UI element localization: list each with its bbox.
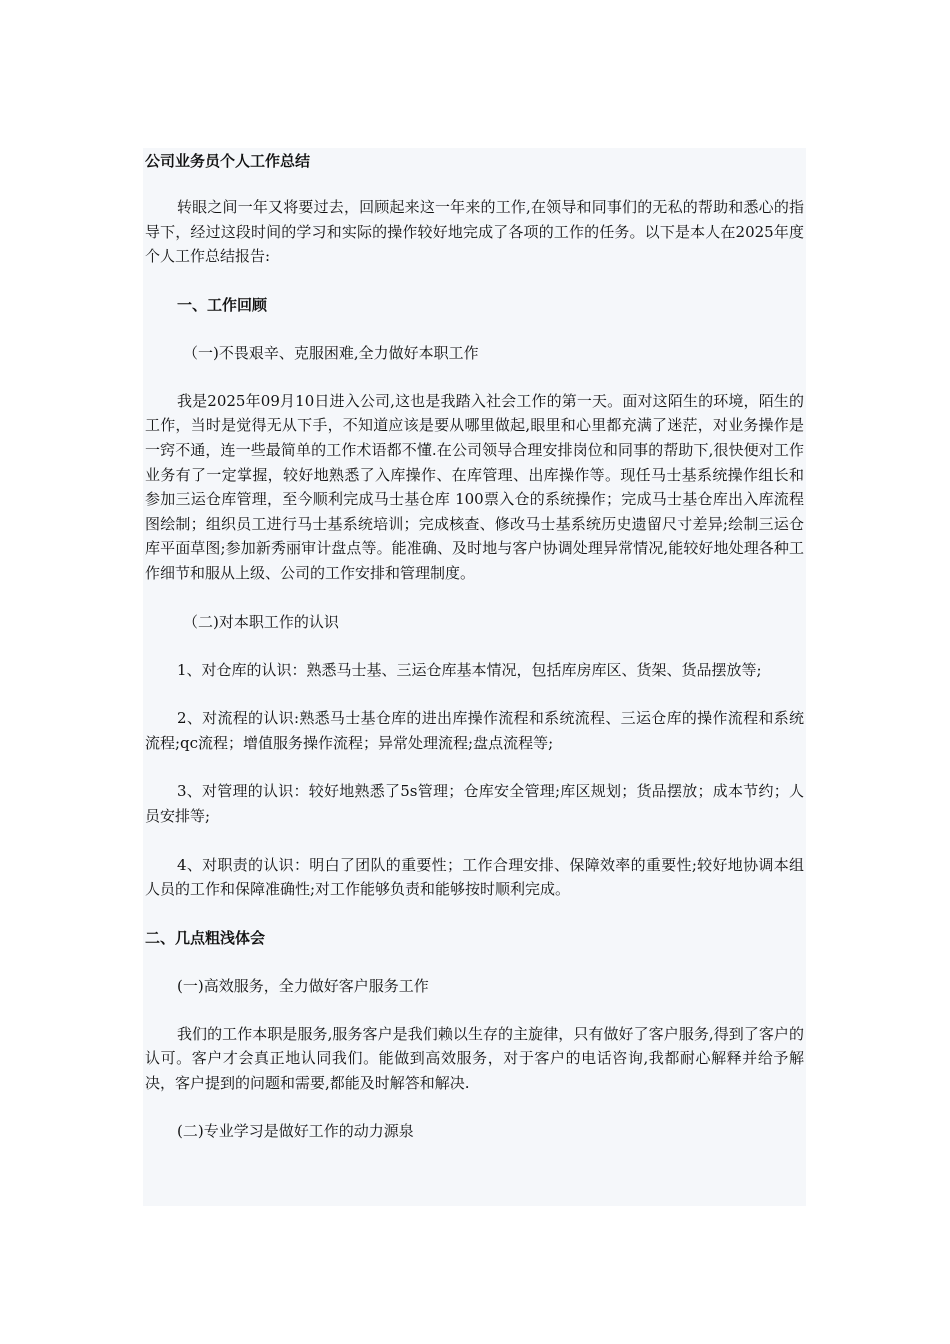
list-item-duty: 4、对职责的认识：明白了团队的重要性；工作合理安排、保障效率的重要性;较好地协调本组人员的工作和保障准确性;对工作能够负责和能够按时顺利完成。: [145, 855, 804, 899]
section-heading-insights: 二、几点粗浅体会: [145, 928, 266, 947]
document-title: 公司业务员个人工作总结: [145, 152, 311, 170]
subheading-1-1: （一)不畏艰辛、克服困难,全力做好本职工作: [183, 343, 479, 362]
document-body: [143, 148, 806, 1206]
paragraph-work-review: 我是2025年09月10日进入公司,这也是我踏入社会工作的第一天。面对这陌生的环境，陌生的工作，当时是觉得无从下手，不知道应该是要从哪里做起,眼里和心里都充满了迷茫，对业务操作是一窍不通，连一些最简单的工作术语都不懂.在公司领导合理安排岗位和同事的帮助下,很快便对工作业务有了一定掌握，较好地熟悉了入库操作、在库管理、出库操作等。现任马士基系统操作组长和参加三运仓库管理，至今顺利完成马士基仓库 100票入仓的系统操作；完成马士基仓库出入库流程图绘制；组织员工进行马士基系统培训；完成核查、修改马士基系统历史遗留尺寸差异;绘制三运仓库平面草图;参加新秀丽审计盘点等。能准确、及时地与客户协调处理异常情况,能较好地处理各种工作细节和服从上级、公司的工作安排和管理制度。: [145, 391, 804, 582]
intro-paragraph: 转眼之间一年又将要过去，回顾起来这一年来的工作,在领导和同事们的无私的帮助和悉心的指导下，经过这段时间的学习和实际的操作较好地完成了各项的工作的任务。以下是本人在2025年度个人工作总结报告:: [145, 198, 804, 266]
paragraph-service: 我们的工作本职是服务,服务客户是我们赖以生存的主旋律，只有做好了客户服务,得到了客户的认可。客户才会真正地认同我们。能做到高效服务，对于客户的电话咨询,我都耐心解释并给予解决，客户提到的问题和需要,都能及时解答和解决.: [145, 1024, 804, 1092]
subheading-2-2: (二)专业学习是做好工作的动力源泉: [177, 1122, 414, 1141]
list-item-warehouse: 1、对仓库的认识：熟悉马士基、三运仓库基本情况，包括库房库区、货架、货品摆放等;: [177, 660, 762, 679]
subheading-2-1: (一)高效服务，全力做好客户服务工作: [177, 976, 429, 995]
subheading-1-2: （二)对本职工作的认识: [183, 612, 339, 631]
list-item-process: 2、对流程的认识:熟悉马士基仓库的进出库操作流程和系统流程、三运仓库的操作流程和系统流程;qc流程；增值服务操作流程；异常处理流程;盘点流程等;: [145, 709, 804, 752]
section-heading-work-review: 一、工作回顾: [177, 295, 268, 314]
list-item-management: 3、对管理的认识：较好地熟悉了5s管理；仓库安全管理;库区规划；货品摆放；成本节约；人员安排等;: [145, 782, 804, 825]
